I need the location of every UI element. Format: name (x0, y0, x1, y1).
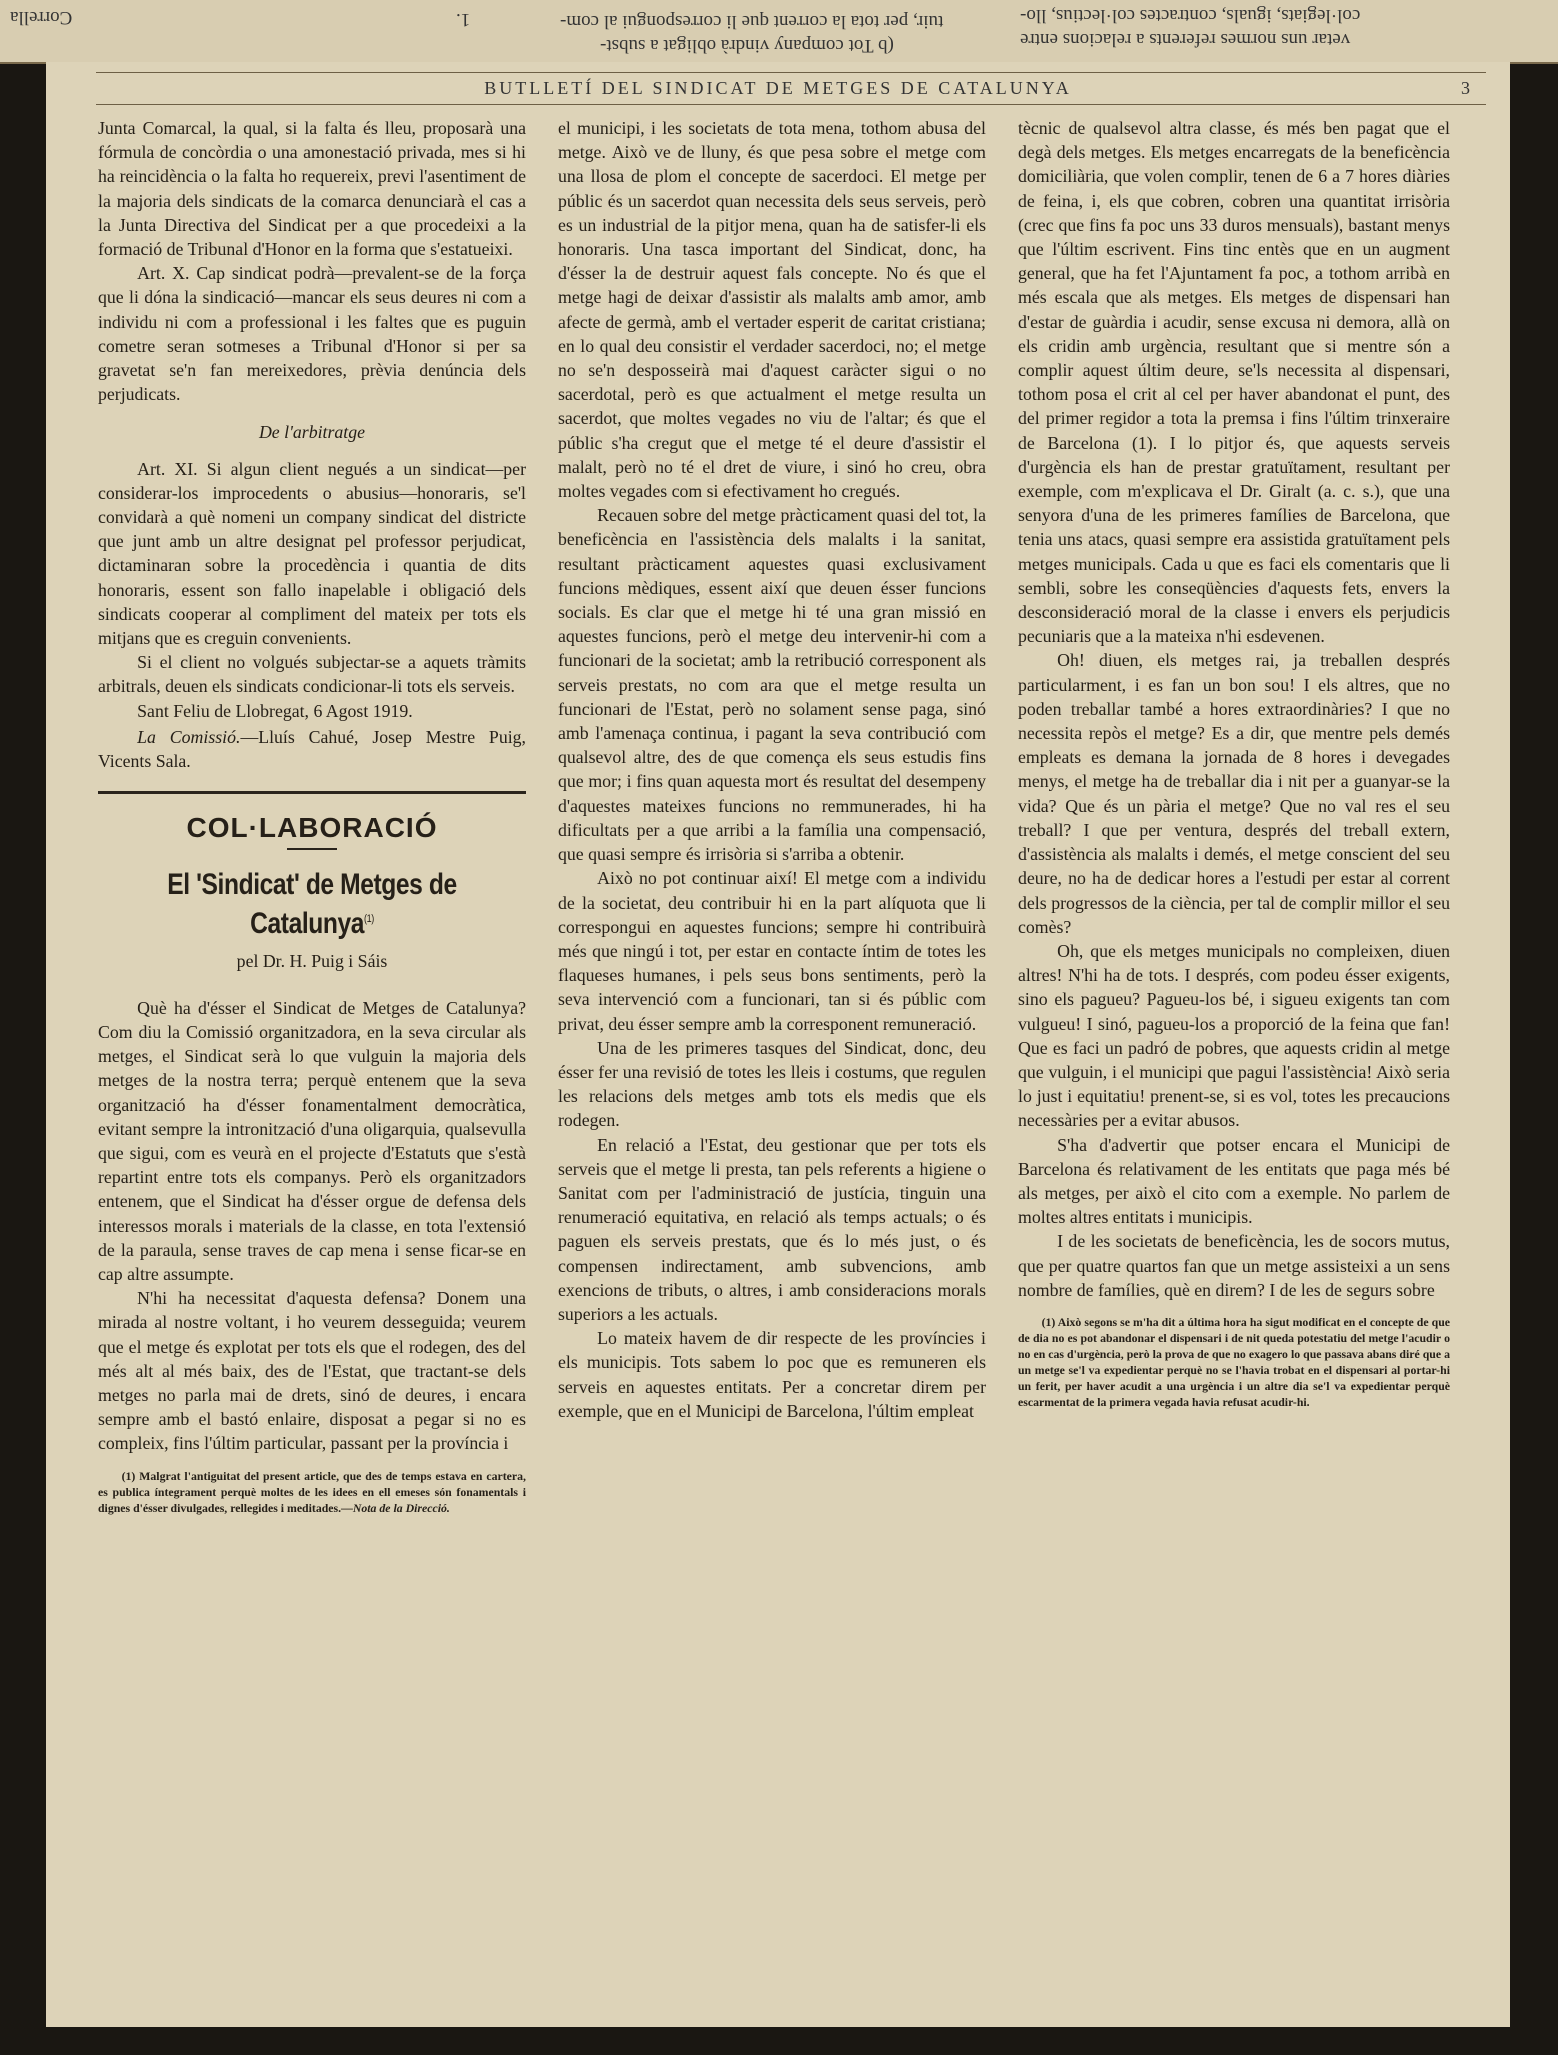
col2-paragraph-6: Lo mateix havem de dir respecte de les províncies i els municipis. Tots sabem lo poc que es remuneren els serveis en aquestes entitats. Per a concretar direm per exemple, que en el Municipi de Barcelona, l'últim empleat (558, 1328, 986, 1421)
column-2 (558, 116, 986, 1423)
col3-paragraph-4: S'ha d'advertir que potser encara el Municipi de Barcelona és relativament de les entitats que paga més bé als metges, per això el cito com a exemple. No parlem de moltes altres entitats i municipis. (1018, 1134, 1450, 1228)
col2-paragraph-3: Això no pot continuar així! El metge com a individu de la societat, deu contribuir hi en la part alíquota que li correspongui en aquestes funcions; sempre hi contribuirà més que ningú i tot, per estar en contacte íntim de totes les flaqueses humanes, i pels seus bons sentiments, però la seva intervenció com a funcionari, tan si és públic com privat, deu ésser sempre amb la corresponent remuneració. (558, 868, 986, 1034)
article-title (137, 868, 488, 941)
column-1 (98, 116, 526, 1516)
section-heading: COL·LABORACIÓ (186, 812, 438, 844)
commission-label: La Comissió. (137, 726, 241, 747)
col1-paragraph-6: N'hi ha necessitat d'aquesta defensa? Donem una mirada al nostre voltant, i ho veurem desseguida; veurem que el metge és explotat per tots els que el rodegen, des del més alt al més baix, des de l'Estat, que tractant-se dels metges no parla mai de drets, sinó de deures, i encara sempre amb el bastó enlaire, disposat a pegar si no es compleix, fins l'últim particular, passant per la província i (98, 1288, 526, 1454)
col3-footnote-text: (1) Això segons se m'ha dit a última hora ha sigut modificat en el concepte de que de dia no es pot abandonar el dispensari i de nit queda potestatiu del metge l'acudir o no en cas d'urgència, però la prova de que no exagero lo que passava abans diré que a un metge se'l va expedientar perquè no se l'havia trobat en el dispensari al portar-hi un ferit, per haver acudit a una urgència i un altre dia se'l va expedientar perquè escarmentat de la primera vegada havia refusat acudir-hi. (1018, 1314, 1450, 1409)
article-title-text: El 'Sindicat' de Metges de Catalunya (167, 868, 457, 941)
col1-subheading: De l'arbitratge (258, 422, 366, 443)
col1-footnote (98, 1468, 526, 1516)
article-title-note-mark: (1) (364, 913, 374, 926)
col3-paragraph-2: Oh! diuen, els metges rai, ja treballen després particularment, i es fan un bon sou! I els altres, que no poden treballar també a hores extraordinàries? I que no necessita repòs el metge? Es a dir, que mentre pels demés empleats es demana la jornada de 8 hores i devegades menys, el metge ha de treballar dia i nit per a guanyar-se la vida? Que és un pària el metge? Que no val res el seu treball? I que per ventura, després del treball extern, d'assistència als malalts i demés, el metge conscient del seu deure, no ha de dedicar hores a l'estudi per estar al corrent dels progressos de la ciència, per tal de complir millor el seu comès? (1018, 650, 1450, 937)
col1-signature (98, 725, 526, 773)
col1-article-x: Art. X. Cap sindicat podrà—prevalent-se de la força que li dóna la sindicació—mancar els seus deures ni com a individu ni com a professional i les faltes que es puguin cometre seran sotmeses a Tribunal d'Honor si per sa gravetat se'n fan mereixedores, prèvia denúncia dels perjudicats. (98, 263, 526, 405)
col1-paragraph-1: Junta Comarcal, la qual, si la falta és lleu, proposarà una fórmula de concòrdia o una amonestació privada, mes si hi ha reincidència o la falta ho requereix, previ l'asentiment de la majoria dels sindicats de la comarca denunciarà el cas a la Junta Directiva del Sindicat per a que procedeixi a la formació de Tribunal d'Honor en la forma que s'estatueixi. (98, 118, 526, 260)
col2-paragraph-4: Una de les primeres tasques del Sindicat, donc, deu ésser fer una revisió de totes les lleis i costums, que regulen les relacions dels metges amb tots els medis que els rodegen. (558, 1037, 986, 1131)
col1-place-date: Sant Feliu de Llobregat, 6 Agost 1919. (137, 700, 413, 721)
section-divider (98, 791, 526, 794)
col3-paragraph-5: I de les societats de beneficència, les de socors mutus, que per quatre quartos fan que un metge assisteixi a un sens nombre de famílies, què en direm? I de les de segurs sobre (1018, 1231, 1450, 1300)
facing-page-bleed (0, 0, 1558, 64)
header-bottom-rule (96, 104, 1486, 105)
bleed-middle-line-2: (b Tot company vindrà obligat a subst- (600, 35, 894, 56)
col1-footnote-sig: —Nota de la Direcció. (341, 1500, 450, 1515)
article-byline: pel Dr. H. Puig i Sáis (236, 951, 388, 972)
bleed-left-fragment-2: 1. (456, 9, 471, 30)
col1-paragraph-4: Si el client no volgués subjectar-se a aquets tràmits arbitrals, deuen els sindicats condicionar-li tots els serveis. (98, 652, 526, 697)
col2-paragraph-1: el municipi, i les societats de tota mena, tothom abusa del metge. Això ve de lluny, és que pesa sobre el metge com una llosa de plom el concepte de sacerdoci. El metge per públic és un sacerdot quan necessita dels seus serveis, però es un industrial de la pitjor mena, quan ha de satisfer-li els honoraris. Una tasca important del Sindicat, donc, ha d'ésser la de destruir aquest fals concepte. No és que el metge hagi de deixar d'assistir als malalts amb amor, amb afecte de germà, amb el vertader esperit de caritat cristiana; en lo qual deu consistir el verdader sacerdoci, no; el metge no se'n desposseirà mai d'aquest caràcter sigui o no sacerdotal, però es que actualment el metge resulta un sacerdot, que moltes vegades no viu de l'altar; és que el públic s'ha cregut que el metge té el deure d'assistir el malalt, però no té el dret de viure, i sinó ho creu, obra moltes vegades com si efectivament ho cregués. (558, 118, 986, 502)
col3-footnote (1018, 1314, 1450, 1410)
col1-paragraph-5: Què ha d'ésser el Sindicat de Metges de Catalunya? Com diu la Comissió organitzadora, en la seva circular als metges, el Sindicat serà lo que vulguin la majoria dels metges de la nostra terra; perquè entenem que la seva organització ha d'ésser fonamentalment democràtica, evitant sempre la intronització d'una oligarquia, qualsevulla que sigui, com es veurà en el projecte d'Estatuts que s'està repartint entre tots els companys. Però els organitzadors entenem, que el Sindicat ha d'ésser orgue de defensa dels interessos morals i materials de la classe, en tota l'extensió de la paraula, sense traves de cap mena i sense ficar-se en cap altre assumpte. (98, 997, 526, 1284)
running-title: BUTLLETÍ DEL SINDICAT DE METGES DE CATALUNYA (484, 78, 1072, 98)
short-divider (287, 848, 337, 850)
column-3 (1018, 116, 1450, 1410)
bleed-right-line-1: col·legiats, iguals, contractes col·lectius, llo- (1020, 5, 1361, 26)
col2-paragraph-2: Recauen sobre del metge pràcticament quasi del tot, la beneficència en l'assistència dels malalts i la sanitat, resultant pràcticament aquestes quasi exclusivament funcions mèdiques, essent així que deuen ésser funcions socials. Es clar que el metge hi té una gran missió en aquestes funcions, però el metge deu intervenir-hi com a funcionari de la societat; amb la retribució corresponent als serveis prestats, no com ara que el metge resulta un funcionari de l'Estat, però no solament sense paga, sinó amb l'amenaça continua, i pagant la seva contribució com qualsevol altre, des de que comença els seus estudis fins que mor; i fins quan aquesta mort és resultat del desempeny d'aquestes mateixes funcions no remmunerades, hi ha dificultats per a que arribi a la família una compensació, que quasi sempre és irrisòria si s'arriba a obtenir. (558, 505, 986, 865)
bleed-middle-line-1: tuir, per tota la corrent que li correspongui al com- (560, 11, 944, 32)
col3-paragraph-1: tècnic de qualsevol altra classe, és més ben pagat que el degà dels metges. Els metges encarregats de la beneficència domiciliària, que volen complir, tenen de 6 a 7 hores diàries de feina, i, els que cobren, cobren una quantitat irrisòria (crec que fins fa poc uns 33 duros mensuals), bastant menys que l'últim escrivent. Fins tinc entès que en un augment general, que ha fet l'Ajuntament fa poc, a tothom arribà en més escala que als metges. Els metges de dispensari han d'estar de guàrdia i acudir, sense excusa ni demora, allà on els cridin amb urgència, resultant que si mentre són a complir aquest últim deure, se'ls necessita al dispensari, tothom posa el crit al cel per haver abandonat el punt, des del primer regidor a tota la premsa i fins l'últim trinxeraire de Barcelona (1). I lo pitjor és, que aquests serveis d'urgència els han de prestar gratuïtament, resultant per exemple, com m'explicava el Dr. Giralt (a. c. s.), que una senyora d'una de les primeres famílies de Barcelona, que tenia uns atacs, quasi sempre era assistida gratuïtament pels metges municipals. Cada u que es faci els comentaris que li sembli, sobre les conseqüències d'aquests fets, envers la desconsideració moral de la classe i envers els perjudicis pecuniaris que a la mateixa n'hi esdevenen. (1018, 118, 1450, 647)
header-top-rule (96, 72, 1486, 73)
col1-footnote-text: (1) Malgrat l'antiguitat del present article, que des de temps estava en cartera, es publica íntegrament perquè moltes de les idees en ell emeses són fonamentals i dignes d'ésser divulgades, rellegides i meditades. (98, 1468, 526, 1515)
newspaper-page (46, 62, 1510, 2027)
bleed-left-fragment: Corrella (10, 7, 73, 28)
bleed-right-line-2: vetar uns normes referents a relacions entre (1020, 29, 1351, 50)
col2-paragraph-5: En relació a l'Estat, deu gestionar que per tots els serveis que el metge li presta, tan pels referents a higiene o Sanitat com per l'administració de justícia, tinguin una renumeració equitativa, en relació als temps actuals; o és paguen els serveis prestats, que és lo més just, o és compensen indirectament, amb subvencions, amb exencions de tributs, o altres, i amb consideracions morals superiors a les actuals. (558, 1134, 986, 1324)
page-number: 3 (1461, 78, 1470, 98)
col1-article-xi: Art. XI. Si algun client negués a un sindicat—per considerar-los improcedents o abusius—honoraris, se'l convidarà a què nomeni un company sindicat del districte que junt amb un altre designat pel professor perjudicat, dictaminaran sobre la procedència i quantia de dits honoraris, essent son fallo inapelable i obligació dels sindicats cooperar al compliment del mateix per tots els mitjans que es creguin convenients. (98, 458, 526, 649)
col3-paragraph-3: Oh, que els metges municipals no compleixen, diuen altres! N'hi ha de tots. I després, com podeu ésser exigents, sino els pagueu? Pagueu-los bé, i sigueu exigents tan com vulgueu! I sinó, pagueu-los a proporció de la feina que fan! Que es faci un padró de pobres, que aquests cridin al metge que vulguin, i el municipi que pagui l'assistència! Això seria lo just i equitatiu! prenent-se, si es vol, totes les precaucions necessàries per a evitar abusos. (1018, 940, 1450, 1131)
commission-names: —Lluís Cahué, Josep Mestre Puig, Vicents Sala. (98, 726, 526, 772)
